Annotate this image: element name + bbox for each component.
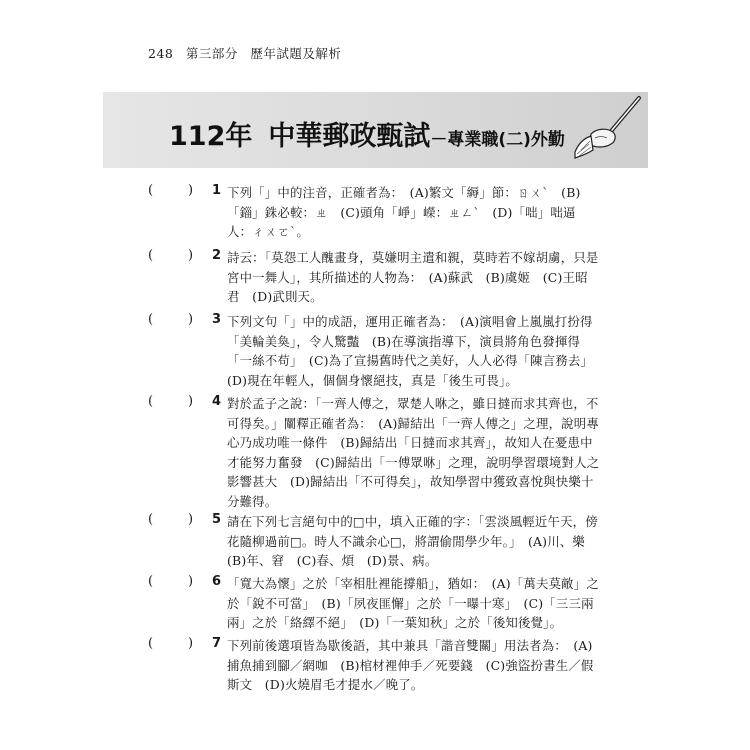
bracket-open: ( bbox=[148, 512, 154, 527]
bracket-close: ) bbox=[188, 636, 194, 651]
question-number: 6 bbox=[212, 574, 222, 589]
running-head bbox=[148, 44, 349, 62]
title-banner bbox=[103, 92, 648, 168]
bracket-close: ) bbox=[188, 248, 194, 263]
bracket-open: ( bbox=[148, 312, 154, 327]
question-text: 詩云：「莫怨工人醜畫身，莫嫌明主遣和親，莫時若不嫁胡虜，只是宮中一舞人」，其所描述的人物為： (A)蘇武 (B)虞姬 (C)王昭君 (D)武則天。 bbox=[227, 250, 599, 304]
bracket-close: ) bbox=[188, 312, 194, 327]
exam-year: 112年 bbox=[169, 121, 253, 152]
section-label: 歷年試題及解析 bbox=[250, 46, 342, 61]
question-text: 下列「」中的注音，正確者為： (A)繁文「縟」節：ㄖㄨˋ (B)「錙」銖必較：ㄓ (C)頭角「崢」嶸：ㄓㄥˋ (D)「咄」咄逼人：ㄔㄨㄛˋ。 bbox=[227, 185, 581, 239]
hand-pen-illustration-icon bbox=[573, 94, 645, 166]
question-number: 5 bbox=[212, 512, 222, 527]
question-number: 7 bbox=[212, 636, 222, 651]
question-text: 對於孟子之說：「一齊人傅之，眾楚人咻之，雖日撻而求其齊也，不可得矣。」闡釋正確者為： (A)歸結出「一齊人傅之」之理，說明專心乃成功唯一條件 (B)歸結出「日撻而求其齊」，故知人在憂患中才能努力奮發 (C)歸結出「一傅眾咻」之理，說明學習環境對人之影響甚大 (D)歸結出「不可得矣」，故知學習中獲致喜悅與快樂十分難得。 bbox=[227, 396, 600, 509]
bracket-close: ) bbox=[188, 394, 194, 409]
exam-subtitle: －專業職(二)外勤 bbox=[430, 130, 565, 150]
exam-title: 中華郵政甄試 bbox=[268, 121, 431, 152]
bracket-open: ( bbox=[148, 183, 154, 198]
bracket-open: ( bbox=[148, 636, 154, 651]
bracket-close: ) bbox=[188, 183, 194, 198]
bracket-open: ( bbox=[148, 248, 154, 263]
banner-title bbox=[169, 114, 565, 153]
question-text: 下列前後選項皆為歇後語，其中兼具「諧音雙關」用法者為： (A)捕魚捕到腳／網咖 (B)棺材裡伸手／死要錢 (C)強盜扮書生／假斯文 (D)火燒眉毛才提水／晚了。 bbox=[227, 638, 594, 692]
question-text: 「寬大為懷」之於「宰相肚裡能撐船」，猶如： (A)「萬夫莫敵」之於「銳不可當」 (B)「夙夜匪懈」之於「一曝十寒」 (C)「三三兩兩」之於「絡繹不絕」 (D)「一葉知秋」之於「後知後覺」。 bbox=[227, 576, 599, 630]
bracket-close: ) bbox=[188, 574, 194, 589]
question-number: 2 bbox=[212, 248, 222, 263]
part-label: 第三部分 bbox=[185, 46, 238, 61]
bracket-close: ) bbox=[188, 512, 194, 527]
question-text: 請在下列七言絕句中的□中，填入正確的字：「雲淡風輕近午天，傍花隨柳過前□。時人不識余心□，將謂偷閒學少年。」 (A)川、樂 (B)年、窘 (C)春、煩 (D)景、病。 bbox=[227, 514, 598, 568]
question-number: 3 bbox=[212, 312, 222, 327]
bracket-open: ( bbox=[148, 574, 154, 589]
question-number: 4 bbox=[212, 394, 222, 409]
bracket-open: ( bbox=[148, 394, 154, 409]
question-text: 下列文句「」中的成語，運用正確者為： (A)演唱會上嵐嵐打扮得「美輪美奐」，令人驚豔 (B)在導演指導下，演員將角色發揮得「一絲不苟」 (C)為了宣揚舊時代之美好，人人必得「陳言務去」 (D)現在年輕人，個個身懷絕技，真是「後生可畏」。 bbox=[227, 314, 600, 388]
question-number: 1 bbox=[212, 183, 222, 198]
page-number: 248 bbox=[148, 46, 174, 61]
